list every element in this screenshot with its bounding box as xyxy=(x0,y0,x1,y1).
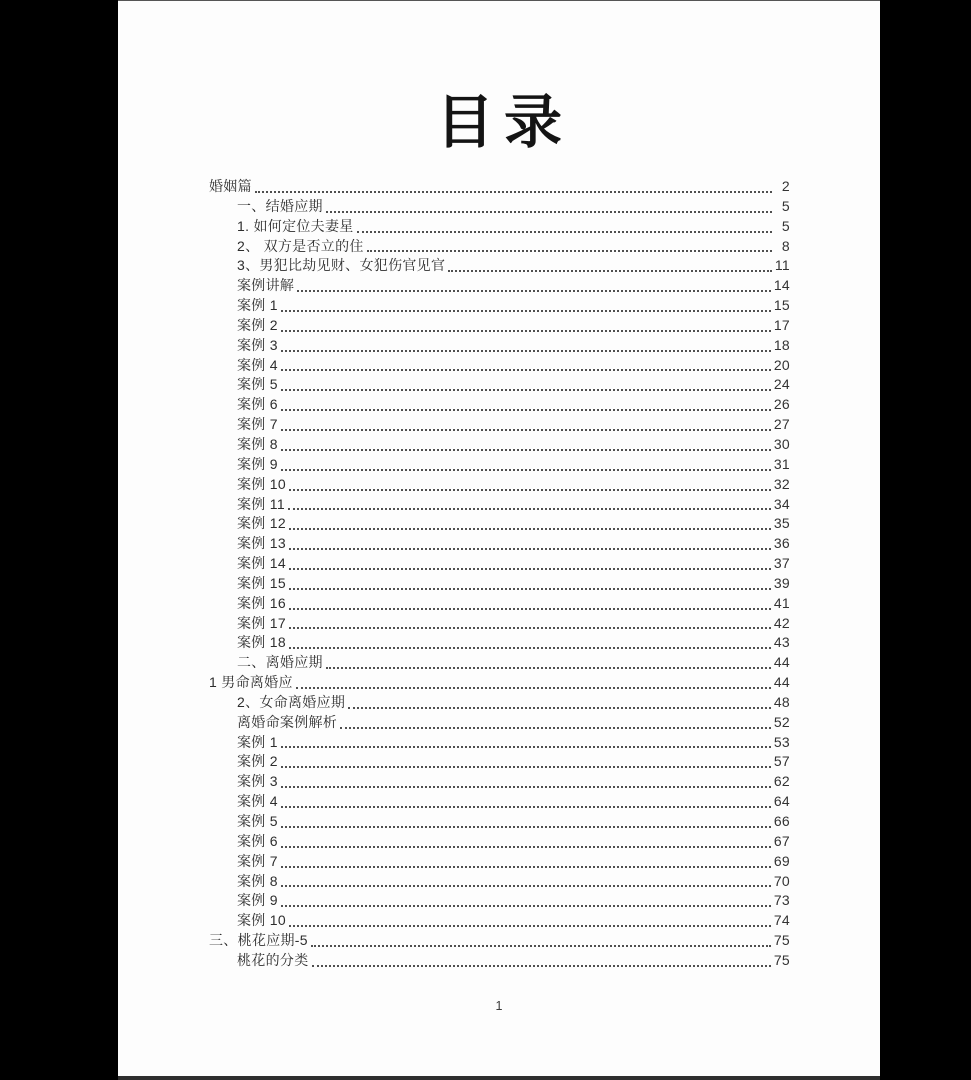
toc-entry[interactable] xyxy=(209,276,790,296)
toc-entry[interactable] xyxy=(209,911,790,931)
toc-entry[interactable] xyxy=(209,256,790,276)
toc-entry-label: 案例 7 xyxy=(237,416,278,433)
toc-entry-page: 26 xyxy=(773,396,790,413)
toc-entry-page: 5 xyxy=(781,217,790,234)
dot-leader xyxy=(289,614,771,630)
toc-entry-label: 案例 10 xyxy=(237,912,286,929)
toc-entry-page: 64 xyxy=(773,793,790,810)
dot-leader xyxy=(312,951,771,967)
toc-entry-page: 44 xyxy=(773,674,790,691)
toc-entry-label: 案例 4 xyxy=(237,356,278,373)
toc-entry-label: 案例 5 xyxy=(237,376,278,393)
toc-entry-label: 案例 18 xyxy=(237,634,286,651)
dot-leader xyxy=(289,574,771,590)
toc-entry-page: 43 xyxy=(773,634,790,651)
toc-entry-page: 34 xyxy=(773,495,790,512)
toc-entry[interactable] xyxy=(209,395,790,415)
dot-leader xyxy=(326,197,772,213)
toc-entry[interactable] xyxy=(209,177,790,197)
toc-entry-page: 18 xyxy=(773,336,790,353)
toc-entry[interactable] xyxy=(209,653,790,673)
toc-entry[interactable] xyxy=(209,713,790,733)
toc-entry-page: 14 xyxy=(773,277,790,294)
dot-leader xyxy=(281,415,771,431)
toc-entry-label: 案例 8 xyxy=(237,435,278,452)
toc-entry[interactable] xyxy=(209,296,790,316)
toc-entry-label: 案例 2 xyxy=(237,753,278,770)
toc-entry-label: 三、桃花应期-5 xyxy=(209,932,308,949)
toc-entry-page: 11 xyxy=(774,257,790,274)
toc-entry[interactable] xyxy=(209,375,790,395)
toc-list xyxy=(209,177,790,971)
toc-entry[interactable] xyxy=(209,633,790,653)
toc-entry-label: 案例 4 xyxy=(237,793,278,810)
toc-entry-page: 20 xyxy=(773,356,790,373)
toc-entry[interactable] xyxy=(209,673,790,693)
toc-entry-page: 44 xyxy=(773,654,790,671)
toc-entry-label: 案例 10 xyxy=(237,475,286,492)
dot-leader xyxy=(289,633,771,649)
toc-entry[interactable] xyxy=(209,415,790,435)
toc-entry-label: 案例 8 xyxy=(237,872,278,889)
toc-entry-page: 35 xyxy=(773,515,790,532)
toc-entry-page: 74 xyxy=(773,912,790,929)
dot-leader xyxy=(357,217,772,233)
toc-entry[interactable] xyxy=(209,455,790,475)
toc-entry[interactable] xyxy=(209,495,790,515)
toc-entry[interactable] xyxy=(209,931,790,951)
dot-leader xyxy=(297,276,771,292)
toc-entry-label: 案例 14 xyxy=(237,555,286,572)
toc-title: 目录 xyxy=(435,90,572,155)
dot-leader xyxy=(326,653,771,669)
toc-entry-page: 5 xyxy=(781,197,790,214)
toc-entry-label: 案例 1 xyxy=(237,297,278,314)
dot-leader xyxy=(289,911,771,927)
toc-entry-page: 48 xyxy=(773,693,790,710)
toc-entry-page: 53 xyxy=(773,733,790,750)
toc-entry-label: 案例 7 xyxy=(237,852,278,869)
dot-leader xyxy=(288,495,771,511)
toc-entry[interactable] xyxy=(209,534,790,554)
toc-entry-label: 案例 13 xyxy=(237,535,286,552)
toc-entry-label: 案例 11 xyxy=(237,495,285,512)
toc-entry[interactable] xyxy=(209,237,790,257)
toc-entry[interactable] xyxy=(209,752,790,772)
dot-leader xyxy=(367,237,772,253)
toc-entry[interactable] xyxy=(209,554,790,574)
toc-entry-label: 案例 9 xyxy=(237,455,278,472)
toc-entry-label: 案例 2 xyxy=(237,316,278,333)
toc-entry-label: 案例讲解 xyxy=(237,277,295,294)
dot-leader xyxy=(281,752,771,768)
dot-leader xyxy=(281,852,771,868)
footer-page-number: 1 xyxy=(495,999,503,1013)
toc-entry[interactable] xyxy=(209,336,790,356)
dot-leader xyxy=(281,812,771,828)
dot-leader xyxy=(281,455,771,471)
toc-entry-page: 75 xyxy=(773,932,790,949)
dot-leader xyxy=(296,673,771,689)
toc-entry-page: 17 xyxy=(773,316,790,333)
toc-entry-page: 57 xyxy=(773,753,790,770)
dot-leader xyxy=(289,534,771,550)
toc-entry-label: 案例 3 xyxy=(237,336,278,353)
toc-entry[interactable] xyxy=(209,693,790,713)
toc-entry[interactable] xyxy=(209,614,790,634)
dot-leader xyxy=(340,713,771,729)
toc-entry-label: 案例 5 xyxy=(237,813,278,829)
dot-leader xyxy=(281,356,771,372)
document-page xyxy=(118,0,880,1076)
dot-leader xyxy=(289,594,771,610)
toc-entry-label: 二、离婚应期 xyxy=(237,654,323,671)
toc-entry-page: 75 xyxy=(773,951,790,968)
toc-entry-page: 62 xyxy=(773,773,790,790)
toc-entry-label: 一、结婚应期 xyxy=(237,197,323,214)
dot-leader xyxy=(281,872,771,888)
toc-entry-page: 52 xyxy=(773,713,790,730)
toc-entry[interactable] xyxy=(209,435,790,455)
toc-entry-label: 案例 1 xyxy=(237,733,278,750)
toc-entry-label: 桃花的分类 xyxy=(237,951,309,968)
toc-entry[interactable] xyxy=(209,832,790,852)
dot-leader xyxy=(289,514,771,530)
toc-entry[interactable] xyxy=(209,574,790,594)
toc-entry-page: 8 xyxy=(781,237,790,254)
toc-entry[interactable] xyxy=(209,514,790,534)
toc-entry-label: 案例 6 xyxy=(237,832,278,849)
dot-leader xyxy=(281,435,771,451)
dot-leader xyxy=(281,395,771,411)
toc-entry-page: 30 xyxy=(773,435,790,452)
toc-entry[interactable] xyxy=(209,812,790,832)
toc-entry-label: 离婚命案例解析 xyxy=(237,713,338,730)
dot-leader xyxy=(281,733,771,749)
toc-entry-label: 案例 9 xyxy=(237,892,278,909)
toc-entry-page: 39 xyxy=(773,574,790,591)
dot-leader xyxy=(255,177,772,193)
toc-entry-label: 案例 6 xyxy=(237,396,278,413)
toc-entry[interactable] xyxy=(209,792,790,812)
dot-leader xyxy=(281,772,771,788)
toc-entry-page: 66 xyxy=(773,813,790,829)
toc-entry-label: 案例 15 xyxy=(237,574,286,591)
toc-entry[interactable] xyxy=(209,197,790,217)
dot-leader xyxy=(281,891,771,907)
toc-entry-page: 70 xyxy=(773,872,790,889)
toc-entry-page: 41 xyxy=(773,594,790,611)
toc-entry-label: 婚姻篇 xyxy=(209,178,252,194)
dot-leader xyxy=(281,336,771,352)
toc-entry[interactable] xyxy=(209,217,790,237)
toc-entry-page: 36 xyxy=(773,535,790,552)
toc-entry-label: 案例 17 xyxy=(237,614,286,631)
toc-entry[interactable] xyxy=(209,316,790,336)
toc-entry[interactable] xyxy=(209,475,790,495)
toc-entry-label: 1. 如何定位夫妻星 xyxy=(237,217,354,234)
toc-entry-page: 32 xyxy=(773,475,790,492)
toc-entry-page: 2 xyxy=(781,178,790,194)
dot-leader xyxy=(281,832,771,848)
toc-entry-page: 31 xyxy=(773,455,790,472)
dot-leader xyxy=(281,792,771,808)
toc-entry-page: 67 xyxy=(773,832,790,849)
toc-entry-page: 73 xyxy=(773,892,790,909)
toc-entry[interactable] xyxy=(209,852,790,872)
toc-entry[interactable] xyxy=(209,891,790,911)
dot-leader xyxy=(311,931,771,947)
toc-entry-page: 24 xyxy=(773,376,790,393)
toc-entry-page: 69 xyxy=(773,852,790,869)
page-bottom-edge xyxy=(118,1076,880,1080)
toc-entry-page: 27 xyxy=(773,416,790,433)
dot-leader xyxy=(348,693,771,709)
dot-leader xyxy=(281,296,771,312)
toc-entry-page: 37 xyxy=(773,555,790,572)
toc-entry[interactable] xyxy=(209,733,790,753)
toc-entry-page: 15 xyxy=(773,297,790,314)
toc-entry[interactable] xyxy=(209,951,790,971)
dot-leader xyxy=(289,554,771,570)
toc-entry[interactable] xyxy=(209,872,790,892)
toc-entry-page: 42 xyxy=(773,614,790,631)
toc-entry-label: 2、女命离婚应期 xyxy=(237,693,346,710)
dot-leader xyxy=(448,256,772,272)
dot-leader xyxy=(289,475,771,491)
toc-entry[interactable] xyxy=(209,772,790,792)
toc-entry-label: 2、 双方是否立的住 xyxy=(237,237,364,254)
dot-leader xyxy=(281,316,771,332)
toc-entry[interactable] xyxy=(209,356,790,376)
toc-entry-label: 案例 16 xyxy=(237,594,286,611)
dot-leader xyxy=(281,375,771,391)
toc-entry-label: 1 男命离婚应 xyxy=(209,674,293,691)
toc-entry-label: 案例 12 xyxy=(237,515,286,532)
toc-entry-label: 案例 3 xyxy=(237,773,278,790)
toc-entry-label: 3、男犯比劫见财、女犯伤官见官 xyxy=(237,257,446,274)
toc-entry[interactable] xyxy=(209,594,790,614)
